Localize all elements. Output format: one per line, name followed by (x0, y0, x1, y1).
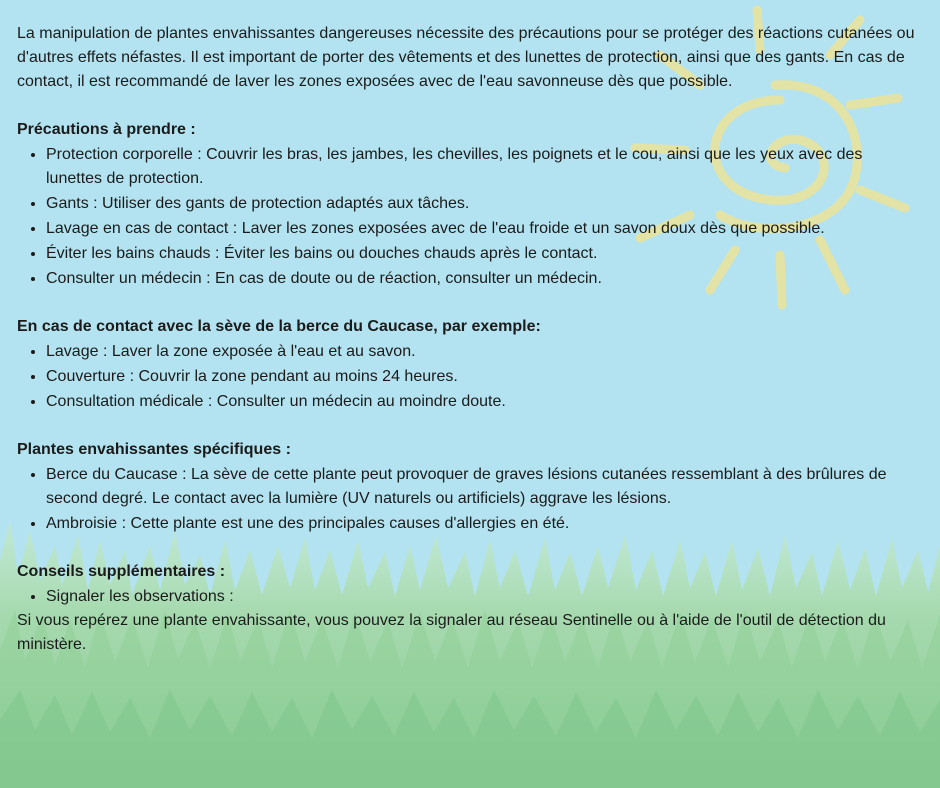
spacer (17, 414, 922, 438)
list-item: • Ambroisie : Cette plante est une des principales causes d'allergies en été. (46, 511, 922, 536)
advice-list (17, 584, 922, 609)
list-item: • Gants : Utiliser des gants de protection adaptés aux tâches. (46, 191, 922, 216)
intro-paragraph: La manipulation de plantes envahissantes dangereuses nécessite des précautions pour se protéger des réactions cutanées ou d'autres effets néfastes. Il est important de porter des vêtements et des lunettes de protection, ainsi que des gants. En cas de contact, il est recommandé de laver les zones exposées avec de l'eau savonneuse dès que possible. (17, 25, 915, 90)
list-item: • Consultation médicale : Consulter un médecin au moindre doute. (46, 389, 922, 414)
plants-list (17, 462, 922, 536)
list-item: • Couverture : Couvrir la zone pendant au moins 24 heures. (46, 364, 922, 389)
plants-heading: Plantes envahissantes spécifiques : (17, 441, 291, 458)
precautions-list (17, 142, 922, 291)
precautions-heading: Précautions à prendre : (17, 121, 196, 138)
contact-heading: En cas de contact avec la sève de la berce du Caucase, par exemple: (17, 318, 541, 335)
spacer (17, 94, 922, 118)
list-item: • Protection corporelle : Couvrir les bras, les jambes, les chevilles, les poignets et le cou, ainsi que les yeux avec des lunettes de protection. (46, 142, 922, 191)
document-content (17, 22, 922, 657)
list-item: • Consulter un médecin : En cas de doute ou de réaction, consulter un médecin. (46, 266, 922, 291)
advice-paragraph: Si vous repérez une plante envahissante, vous pouvez la signaler au réseau Sentinelle ou à l'aide de l'outil de détection du ministère. (17, 612, 886, 653)
list-item: • Lavage en cas de contact : Laver les zones exposées avec de l'eau froide et un savon doux dès que possible. (46, 216, 922, 241)
list-item: • Berce du Caucase : La sève de cette plante peut provoquer de graves lésions cutanées ressemblant à des brûlures de second degré. Le contact avec la lumière (UV naturels ou artificiels) aggrave les lésions. (46, 462, 922, 511)
list-item: • Signaler les observations : (46, 584, 922, 609)
advice-heading: Conseils supplémentaires : (17, 563, 226, 580)
spacer (17, 536, 922, 560)
list-item: • Lavage : Laver la zone exposée à l'eau et au savon. (46, 339, 922, 364)
contact-list (17, 339, 922, 414)
list-item: • Éviter les bains chauds : Éviter les bains ou douches chauds après le contact. (46, 241, 922, 266)
spacer (17, 291, 922, 315)
